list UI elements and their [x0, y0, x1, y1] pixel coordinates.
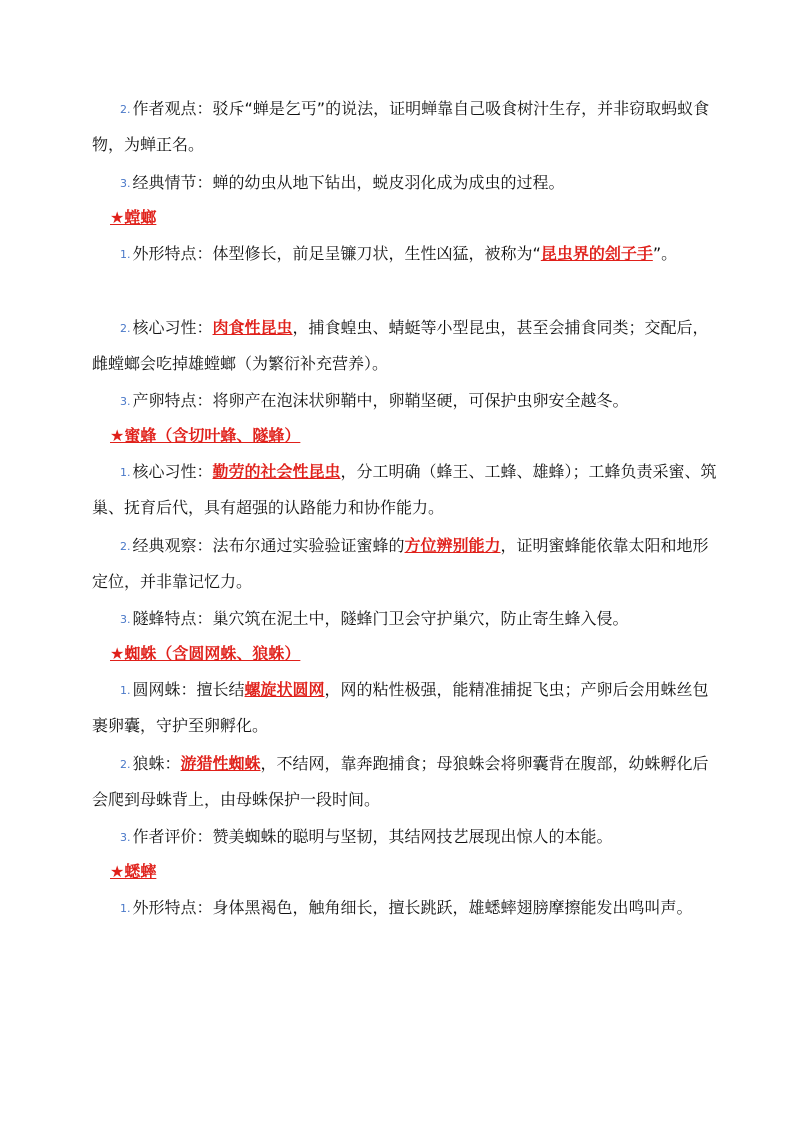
- point-text: ，网的粘性极强，能精准捕捉飞虫；产卵后会用蛛丝包裹卵囊，守护至卵孵化。: [92, 680, 709, 735]
- highlight-term: 方位辨别能力: [404, 536, 501, 555]
- list-number: 2.: [120, 322, 131, 335]
- point-label: 外形特点：: [132, 244, 213, 263]
- point-label: 经典情节：: [132, 173, 213, 192]
- point-text: 驳斥“蝉是乞丐”的说法，证明蝉靠自己吸食树汁生存，并非窃取蚂蚁食物，为蝉正名。: [92, 99, 710, 154]
- list-number: 1.: [120, 902, 131, 915]
- point-label: 经典观察：: [132, 536, 213, 555]
- point-label: 核心习性：: [132, 318, 213, 337]
- highlight-term: 螺旋状圆网: [244, 680, 325, 699]
- list-number: 1.: [120, 248, 131, 261]
- point-text: 将卵产在泡沫状卵鞘中，卵鞘坚硬，可保护虫卵安全越冬。: [212, 391, 629, 410]
- list-number: 2.: [120, 540, 131, 553]
- point-label: 产卵特点：: [132, 391, 213, 410]
- spider-point-3: [92, 820, 720, 856]
- section-heading-cricket: ★蟋蟀: [110, 862, 157, 881]
- point-text: 擅长结: [196, 680, 245, 699]
- highlight-term: 昆虫界的刽子手: [540, 244, 653, 263]
- point-text: ，捕食蝗虫、蜻蜓等小型昆虫，甚至会捕食同类；交配后，雌螳螂会吃掉雄螳螂（为繁衍补充营养）。: [92, 318, 709, 373]
- bee-point-2: [92, 529, 720, 599]
- list-number: 3.: [120, 613, 131, 626]
- highlight-term: 肉食性昆虫: [212, 318, 293, 337]
- bee-point-1: [92, 455, 720, 525]
- point-label: 作者观点：: [132, 99, 213, 118]
- point-text: ”。: [652, 244, 678, 263]
- spider-point-1: [92, 673, 720, 743]
- point-text: 法布尔通过实验验证蜜蜂的: [212, 536, 405, 555]
- point-text: ，分工明确（蜂王、工蜂、雄蜂）；工蜂负责采蜜、筑巢、抚育后代，具有超强的认路能力和协作能力。: [92, 462, 717, 517]
- point-text: 身体黑褐色，触角细长，擅长跳跃，雄蟋蟀翅膀摩擦能发出鸣叫声。: [212, 898, 693, 917]
- section-heading-mantis: ★螳螂: [110, 208, 157, 227]
- section-heading-spider: ★蜘蛛（含圆网蛛、狼蛛）: [110, 644, 301, 663]
- highlight-term: 游猎性蜘蛛: [180, 754, 261, 773]
- mantis-point-2: [92, 311, 720, 381]
- list-number: 1.: [120, 466, 131, 479]
- point-label: 狼蛛：: [132, 754, 181, 773]
- list-number: 3.: [120, 831, 131, 844]
- list-number: 3.: [120, 177, 131, 190]
- spider-point-2: [92, 747, 720, 817]
- point-label: 核心习性：: [132, 462, 213, 481]
- point-text: ，证明蜜蜂能依靠太阳和地形定位，并非靠记忆力。: [92, 536, 709, 591]
- bee-point-3: [92, 602, 720, 638]
- point-label: 隧蜂特点：: [132, 609, 213, 628]
- highlight-term: 勤劳的社会性昆虫: [212, 462, 341, 481]
- list-number: 1.: [120, 684, 131, 697]
- point-label: 作者评价：: [132, 827, 213, 846]
- point-text: 巢穴筑在泥土中，隧蜂门卫会守护巢穴，防止寄生蜂入侵。: [212, 609, 629, 628]
- list-number: 2.: [120, 103, 131, 116]
- cicada-point-2: [92, 92, 720, 162]
- mantis-point-3: [92, 384, 720, 420]
- section-heading-bee: ★蜜蜂（含切叶蜂、隧蜂）: [110, 426, 301, 445]
- cricket-point-1: [92, 891, 720, 927]
- list-number: 3.: [120, 395, 131, 408]
- point-text: ，不结网，靠奔跑捕食；母狼蛛会将卵囊背在腹部，幼蛛孵化后会爬到母蛛背上，由母蛛保护一段时间。: [92, 754, 709, 809]
- point-text: 体型修长，前足呈镰刀状，生性凶猛，被称为“: [212, 244, 541, 263]
- point-label: 外形特点：: [132, 898, 213, 917]
- point-text: 赞美蜘蛛的聪明与坚韧，其结网技艺展现出惊人的本能。: [212, 827, 613, 846]
- point-text: 蝉的幼虫从地下钻出，蜕皮羽化成为成虫的过程。: [212, 173, 565, 192]
- point-label: 圆网蛛：: [132, 680, 197, 699]
- cicada-point-3: [92, 166, 720, 202]
- list-number: 2.: [120, 758, 131, 771]
- mantis-point-1: [92, 237, 720, 273]
